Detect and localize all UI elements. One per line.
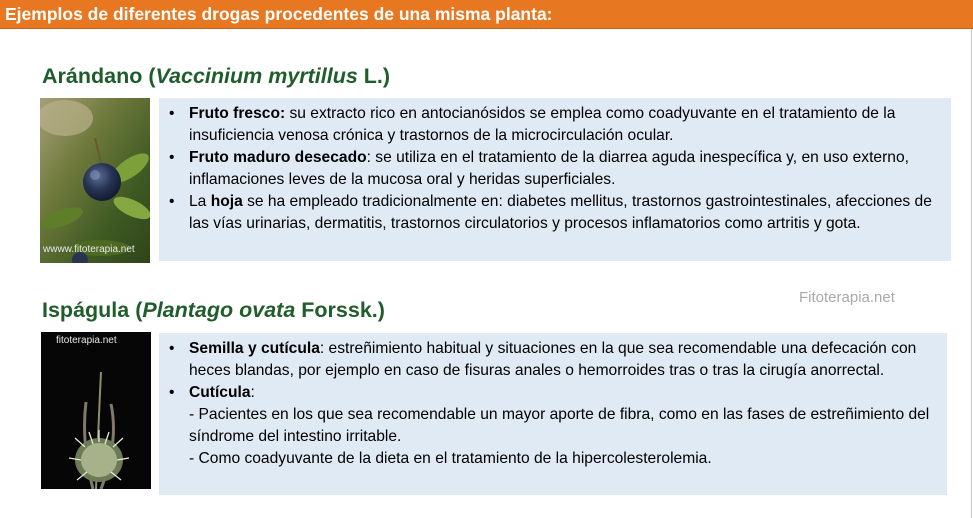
arandano-uses-list bbox=[169, 103, 941, 235]
blueberry-photo-image bbox=[40, 98, 150, 263]
heading-name: Arándano ( bbox=[42, 64, 156, 88]
bullet-icon: • bbox=[169, 384, 175, 401]
item-text: su extracto rico en antocianósidos se emplea como coadyuvante en el tratamiento de la insuficiencia venosa crónica y trastornos de la microcirculación ocular. bbox=[189, 105, 896, 144]
ispagula-uses-list bbox=[169, 338, 937, 470]
list-item bbox=[169, 147, 941, 191]
item-text: : se utiliza en el tratamiento de la diarrea aguda inespecífica y, en uso externo, inflamaciones leves de la mucosa oral y heridas superficiales. bbox=[189, 149, 909, 188]
plantago-photo-caption: fitoterapia.net bbox=[56, 335, 117, 346]
bullet-icon: • bbox=[169, 105, 175, 122]
list-item bbox=[169, 103, 941, 147]
sub-item: - Pacientes en los que sea recomendable un mayor aporte de fibra, como en las fases de estreñimiento del síndrome del intestino irritable. bbox=[189, 406, 930, 445]
list-item bbox=[169, 338, 937, 382]
blueberry-photo bbox=[40, 98, 150, 263]
plantago-spike-photo bbox=[41, 332, 151, 489]
heading-author: L.) bbox=[357, 64, 391, 88]
item-bold: hoja bbox=[210, 193, 243, 210]
item-text: : bbox=[250, 384, 255, 401]
item-bold: Cutícula bbox=[189, 384, 251, 401]
item-bold: Fruto fresco: bbox=[189, 105, 286, 122]
page-banner bbox=[0, 0, 973, 29]
list-item bbox=[169, 191, 941, 235]
fitoterapia-watermark: Fitoterapia.net bbox=[799, 289, 895, 306]
bullet-icon: • bbox=[169, 340, 175, 357]
frame-border bbox=[971, 29, 972, 518]
item-bold: Fruto maduro desecado bbox=[189, 149, 367, 166]
heading-latin-name: Plantago ovata bbox=[142, 298, 296, 322]
heading-latin-name: Vaccinium myrtillus bbox=[155, 64, 358, 88]
banner-title: Ejemplos de diferentes drogas procedentes de una misma planta: bbox=[5, 4, 553, 24]
sub-item: - Como coadyuvante de la dieta en el tratamiento de la hipercolesterolemia. bbox=[189, 450, 712, 467]
heading-name: Ispágula ( bbox=[42, 298, 143, 322]
bullet-icon: • bbox=[169, 149, 175, 166]
section-heading-arandano bbox=[42, 64, 390, 89]
ispagula-description-box bbox=[159, 333, 947, 495]
item-prefix: La bbox=[189, 193, 211, 210]
heading-author: Forssk.) bbox=[295, 298, 385, 322]
arandano-description-box bbox=[159, 98, 951, 261]
item-bold: Semilla y cutícula bbox=[189, 340, 320, 357]
list-item bbox=[169, 382, 937, 470]
item-text: se ha empleado tradicionalmente en: diabetes mellitus, trastornos gastrointestinales, afecciones de las vías urinarias, dermatitis, trastornos circulatorios y procesos inflamatorios como artritis y gota. bbox=[189, 193, 932, 232]
plantago-photo-image bbox=[41, 332, 151, 489]
blueberry-photo-caption: wwww.fitoterapia.net bbox=[43, 244, 135, 255]
section-heading-ispagula bbox=[42, 298, 385, 323]
bullet-icon: • bbox=[169, 193, 175, 210]
item-text: : estreñimiento habitual y situaciones en la que sea recomendable una defecación con heces blandas, por ejemplo en caso de fisuras anales o hemorroides tras o tras la cirugía anorrectal. bbox=[189, 340, 917, 379]
